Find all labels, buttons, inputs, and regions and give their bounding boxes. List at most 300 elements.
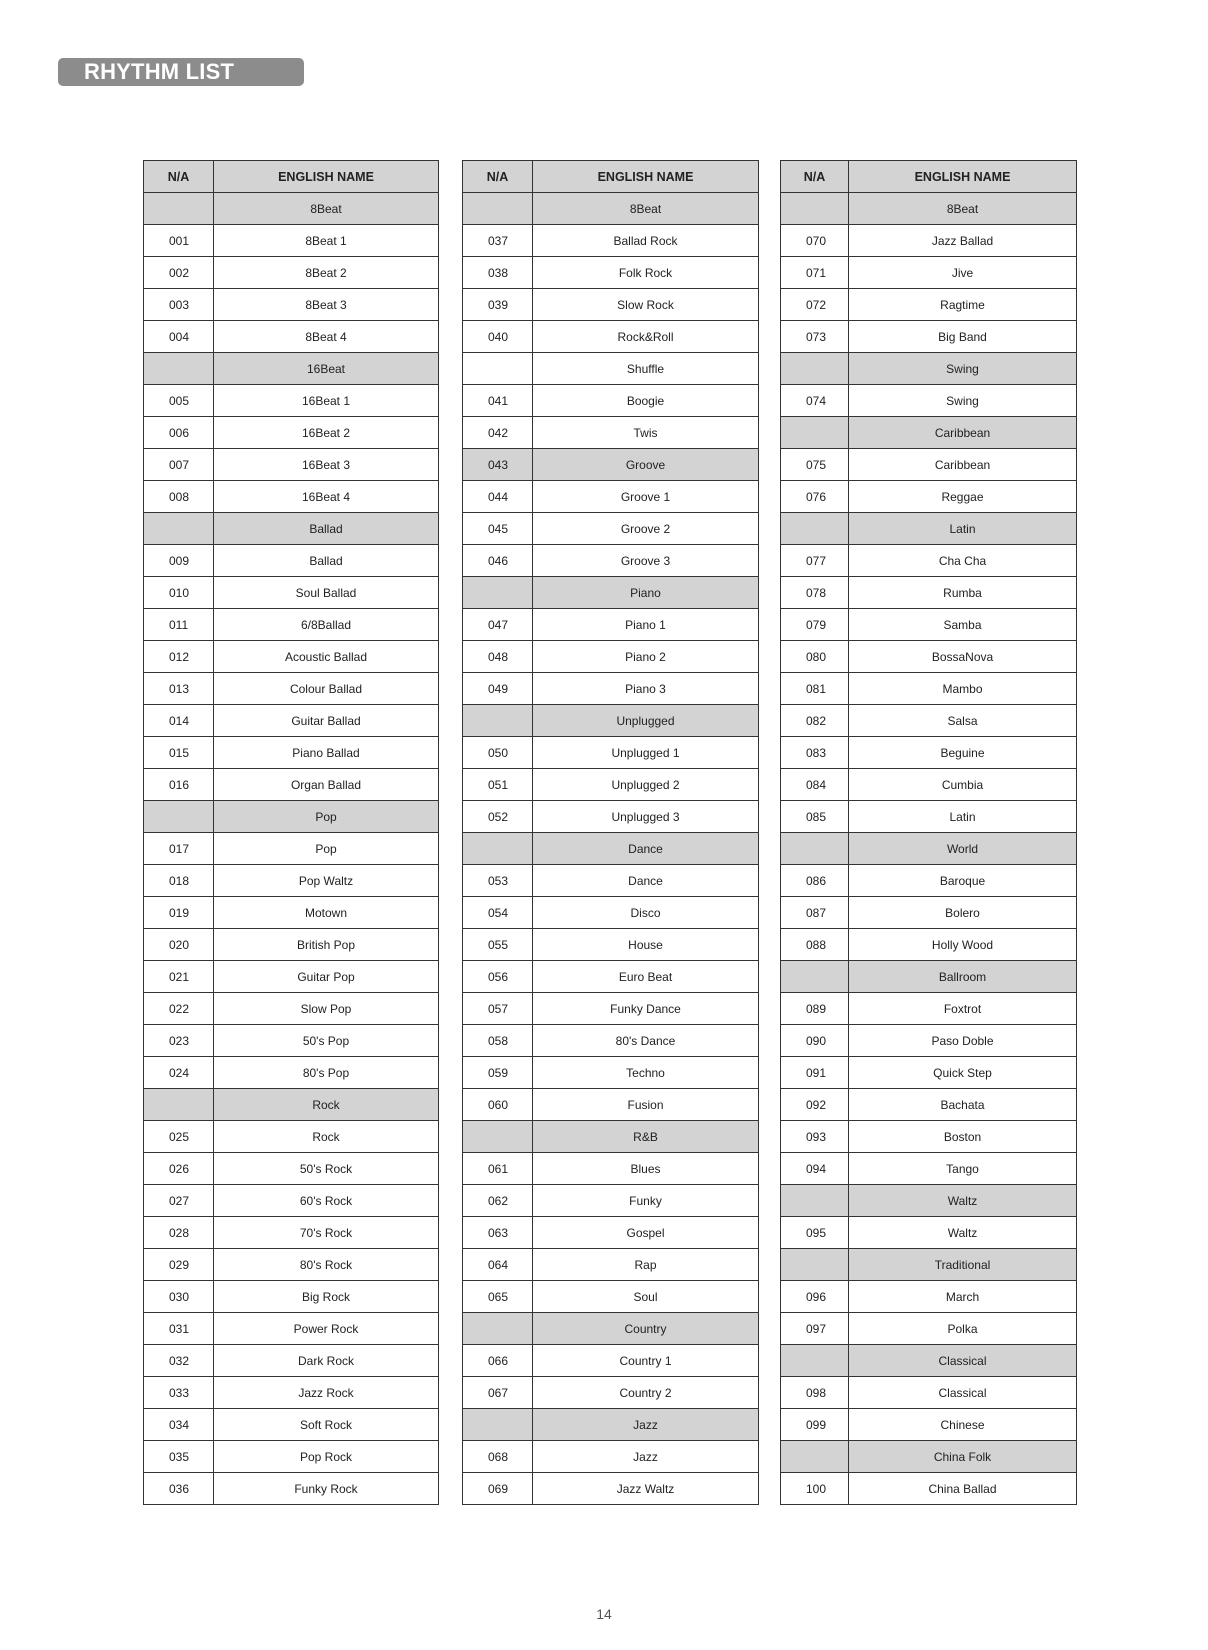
category-name: 8Beat: [533, 193, 759, 225]
category-row: [144, 353, 439, 385]
table-row: [144, 641, 439, 673]
table-row: [144, 1121, 439, 1153]
table-row: [144, 577, 439, 609]
table-row: [463, 1057, 759, 1089]
rhythm-number: 024: [144, 1057, 214, 1089]
category-row: [781, 1249, 1077, 1281]
rhythm-number: 065: [463, 1281, 533, 1313]
rhythm-name: Guitar Pop: [214, 961, 439, 993]
rhythm-number: 070: [781, 225, 849, 257]
rhythm-name: Ballad: [214, 545, 439, 577]
rhythm-name: Unplugged 1: [533, 737, 759, 769]
table-row: [463, 417, 759, 449]
rhythm-name: Beguine: [849, 737, 1077, 769]
rhythm-name: Foxtrot: [849, 993, 1077, 1025]
rhythm-number: [781, 1345, 849, 1377]
rhythm-number: 025: [144, 1121, 214, 1153]
rhythm-name: 50's Rock: [214, 1153, 439, 1185]
rhythm-number: 068: [463, 1441, 533, 1473]
rhythm-number: 060: [463, 1089, 533, 1121]
rhythm-name: Big Rock: [214, 1281, 439, 1313]
table-row: [463, 481, 759, 513]
rhythm-name: Funky Rock: [214, 1473, 439, 1505]
category-name: Piano: [533, 577, 759, 609]
rhythm-number: [144, 193, 214, 225]
rhythm-name: Power Rock: [214, 1313, 439, 1345]
rhythm-name: Jazz: [533, 1441, 759, 1473]
table-row: [781, 321, 1077, 353]
rhythm-name: 70's Rock: [214, 1217, 439, 1249]
category-row: [463, 833, 759, 865]
rhythm-number: [144, 513, 214, 545]
rhythm-number: 037: [463, 225, 533, 257]
rhythm-number: 039: [463, 289, 533, 321]
rhythm-name: Rap: [533, 1249, 759, 1281]
rhythm-name: Groove 3: [533, 545, 759, 577]
rhythm-name: Motown: [214, 897, 439, 929]
table-row: [781, 1153, 1077, 1185]
table-row: [463, 257, 759, 289]
rhythm-name: China Ballad: [849, 1473, 1077, 1505]
rhythm-number: 061: [463, 1153, 533, 1185]
table-row: [781, 289, 1077, 321]
category-name: 8Beat: [214, 193, 439, 225]
table-row: [781, 481, 1077, 513]
category-name: Classical: [849, 1345, 1077, 1377]
page-title: RHYTHM LIST: [58, 58, 304, 86]
rhythm-number: 016: [144, 769, 214, 801]
rhythm-name: Pop Rock: [214, 1441, 439, 1473]
table-row: [781, 1281, 1077, 1313]
table-row: [463, 513, 759, 545]
table-row: [144, 609, 439, 641]
table-row: [463, 1249, 759, 1281]
rhythm-name: 16Beat 3: [214, 449, 439, 481]
rhythm-number: 045: [463, 513, 533, 545]
rhythm-name: Fusion: [533, 1089, 759, 1121]
table-row: [463, 1473, 759, 1505]
table-row: [144, 385, 439, 417]
category-name: China Folk: [849, 1441, 1077, 1473]
rhythm-name: Swing: [849, 385, 1077, 417]
rhythm-number: 092: [781, 1089, 849, 1121]
table-row: [144, 449, 439, 481]
rhythm-number: [781, 1185, 849, 1217]
rhythm-name: 16Beat 2: [214, 417, 439, 449]
rhythm-name: Caribbean: [849, 449, 1077, 481]
rhythm-name: Rock&Roll: [533, 321, 759, 353]
rhythm-number: 091: [781, 1057, 849, 1089]
rhythm-number: 046: [463, 545, 533, 577]
table-row: [144, 257, 439, 289]
table-row: [144, 1153, 439, 1185]
rhythm-number: 004: [144, 321, 214, 353]
category-row: [781, 513, 1077, 545]
table-row: [781, 1313, 1077, 1345]
rhythm-number: 010: [144, 577, 214, 609]
rhythm-name: 8Beat 1: [214, 225, 439, 257]
table-row: [463, 289, 759, 321]
rhythm-name: Big Band: [849, 321, 1077, 353]
rhythm-number: 072: [781, 289, 849, 321]
rhythm-name: Soft Rock: [214, 1409, 439, 1441]
table-row: [144, 417, 439, 449]
rhythm-number: 079: [781, 609, 849, 641]
rhythm-number: 003: [144, 289, 214, 321]
rhythm-name: Piano 3: [533, 673, 759, 705]
rhythm-number: 005: [144, 385, 214, 417]
rhythm-number: 074: [781, 385, 849, 417]
rhythm-name: 8Beat 2: [214, 257, 439, 289]
category-row: [144, 513, 439, 545]
rhythm-number: 069: [463, 1473, 533, 1505]
table-row: [781, 1377, 1077, 1409]
category-name: Country: [533, 1313, 759, 1345]
table-row: [463, 1089, 759, 1121]
rhythm-name: Bolero: [849, 897, 1077, 929]
table-row: [144, 1057, 439, 1089]
rhythm-number: 021: [144, 961, 214, 993]
table-row: [781, 929, 1077, 961]
rhythm-number: 086: [781, 865, 849, 897]
rhythm-name: March: [849, 1281, 1077, 1313]
table-row: [463, 609, 759, 641]
rhythm-name: Country 1: [533, 1345, 759, 1377]
rhythm-number: 066: [463, 1345, 533, 1377]
rhythm-number: 096: [781, 1281, 849, 1313]
rhythm-number: 044: [463, 481, 533, 513]
table-header-row: [781, 161, 1077, 193]
rhythm-name: 16Beat 4: [214, 481, 439, 513]
category-row: [781, 833, 1077, 865]
table-row: [144, 1185, 439, 1217]
category-name: Rock: [214, 1089, 439, 1121]
category-name: Groove: [533, 449, 759, 481]
rhythm-number: 076: [781, 481, 849, 513]
table-row: [781, 1089, 1077, 1121]
rhythm-number: [463, 577, 533, 609]
rhythm-number: 097: [781, 1313, 849, 1345]
table-row: [144, 1473, 439, 1505]
table-row: [463, 1377, 759, 1409]
table-row: [463, 737, 759, 769]
table-row: [781, 737, 1077, 769]
rhythm-number: 023: [144, 1025, 214, 1057]
rhythm-name: Country 2: [533, 1377, 759, 1409]
rhythm-number: 002: [144, 257, 214, 289]
table-row: [781, 257, 1077, 289]
rhythm-number: 059: [463, 1057, 533, 1089]
rhythm-number: 082: [781, 705, 849, 737]
rhythm-name: Baroque: [849, 865, 1077, 897]
table-row: [781, 705, 1077, 737]
rhythm-name: Salsa: [849, 705, 1077, 737]
rhythm-name: Polka: [849, 1313, 1077, 1345]
category-row: [144, 193, 439, 225]
table-row: [144, 1281, 439, 1313]
rhythm-number: [781, 353, 849, 385]
table-row: [144, 897, 439, 929]
table-row: [463, 1025, 759, 1057]
rhythm-name: Soul Ballad: [214, 577, 439, 609]
table-row: [781, 1217, 1077, 1249]
rhythm-name: Ragtime: [849, 289, 1077, 321]
rhythm-name: Jazz Waltz: [533, 1473, 759, 1505]
rhythm-number: 080: [781, 641, 849, 673]
table-row: [144, 929, 439, 961]
rhythm-name: Classical: [849, 1377, 1077, 1409]
table-row: [463, 961, 759, 993]
table-row: [144, 1345, 439, 1377]
table-row: [144, 737, 439, 769]
category-row: [781, 1441, 1077, 1473]
category-name: Swing: [849, 353, 1077, 385]
header-num: N/A: [781, 161, 849, 193]
rhythm-name: Shuffle: [533, 353, 759, 385]
category-name: Latin: [849, 513, 1077, 545]
category-row: [463, 193, 759, 225]
category-row: [144, 801, 439, 833]
rhythm-name: Samba: [849, 609, 1077, 641]
rhythm-name: Piano 2: [533, 641, 759, 673]
rhythm-number: [144, 801, 214, 833]
rhythm-number: 073: [781, 321, 849, 353]
rhythm-number: 100: [781, 1473, 849, 1505]
rhythm-name: 8Beat 3: [214, 289, 439, 321]
rhythm-name: 8Beat 4: [214, 321, 439, 353]
rhythm-table-1: [143, 160, 439, 1505]
rhythm-number: 049: [463, 673, 533, 705]
rhythm-name: Dance: [533, 865, 759, 897]
rhythm-name: House: [533, 929, 759, 961]
rhythm-number: [463, 1409, 533, 1441]
table-row: [463, 673, 759, 705]
rhythm-number: 009: [144, 545, 214, 577]
rhythm-number: 038: [463, 257, 533, 289]
rhythm-name: Cha Cha: [849, 545, 1077, 577]
rhythm-number: 028: [144, 1217, 214, 1249]
rhythm-name: Piano 1: [533, 609, 759, 641]
table-row: [144, 993, 439, 1025]
rhythm-name: Groove 2: [533, 513, 759, 545]
category-name: Ballroom: [849, 961, 1077, 993]
table-row: [463, 929, 759, 961]
table-row: [463, 769, 759, 801]
table-row: [781, 897, 1077, 929]
rhythm-name: 60's Rock: [214, 1185, 439, 1217]
rhythm-name: Quick Step: [849, 1057, 1077, 1089]
rhythm-number: 022: [144, 993, 214, 1025]
rhythm-number: [144, 1089, 214, 1121]
category-name: Ballad: [214, 513, 439, 545]
table-row: [781, 577, 1077, 609]
table-row: [463, 1185, 759, 1217]
rhythm-name: Guitar Ballad: [214, 705, 439, 737]
rhythm-number: [781, 833, 849, 865]
table-row: [463, 1217, 759, 1249]
category-name: Jazz: [533, 1409, 759, 1441]
rhythm-table-3: [780, 160, 1077, 1505]
rhythm-number: 088: [781, 929, 849, 961]
category-name: Dance: [533, 833, 759, 865]
rhythm-name: Holly Wood: [849, 929, 1077, 961]
table-row: [781, 1409, 1077, 1441]
header-num: N/A: [144, 161, 214, 193]
table-row: [781, 1121, 1077, 1153]
table-row: [781, 673, 1077, 705]
header-english-name: ENGLISH NAME: [214, 161, 439, 193]
rhythm-number: 033: [144, 1377, 214, 1409]
rhythm-number: 017: [144, 833, 214, 865]
rhythm-number: 098: [781, 1377, 849, 1409]
rhythm-number: 032: [144, 1345, 214, 1377]
rhythm-table-2: [462, 160, 759, 1505]
rhythm-number: 012: [144, 641, 214, 673]
category-row: [463, 1409, 759, 1441]
rhythm-name: Slow Rock: [533, 289, 759, 321]
rhythm-number: 047: [463, 609, 533, 641]
category-row: [781, 193, 1077, 225]
table-row: [463, 353, 759, 385]
table-row: [463, 1281, 759, 1313]
rhythm-number: 062: [463, 1185, 533, 1217]
category-name: Traditional: [849, 1249, 1077, 1281]
rhythm-number: 063: [463, 1217, 533, 1249]
category-row: [463, 1313, 759, 1345]
rhythm-name: Reggae: [849, 481, 1077, 513]
table-row: [144, 961, 439, 993]
rhythm-number: 094: [781, 1153, 849, 1185]
category-row: [463, 449, 759, 481]
rhythm-name: Unplugged 3: [533, 801, 759, 833]
rhythm-number: 048: [463, 641, 533, 673]
table-row: [144, 225, 439, 257]
rhythm-number: 085: [781, 801, 849, 833]
rhythm-number: [781, 193, 849, 225]
table-row: [144, 1441, 439, 1473]
category-name: Unplugged: [533, 705, 759, 737]
rhythm-number: 015: [144, 737, 214, 769]
table-row: [144, 673, 439, 705]
rhythm-name: Pop Waltz: [214, 865, 439, 897]
rhythm-number: [781, 961, 849, 993]
rhythm-number: 013: [144, 673, 214, 705]
rhythm-number: 042: [463, 417, 533, 449]
rhythm-number: [463, 1121, 533, 1153]
category-row: [781, 1345, 1077, 1377]
table-row: [144, 289, 439, 321]
table-row: [781, 1057, 1077, 1089]
rhythm-number: 043: [463, 449, 533, 481]
category-row: [781, 1185, 1077, 1217]
table-row: [781, 609, 1077, 641]
rhythm-name: Funky: [533, 1185, 759, 1217]
rhythm-number: [781, 513, 849, 545]
rhythm-name: Jive: [849, 257, 1077, 289]
rhythm-number: 075: [781, 449, 849, 481]
rhythm-number: 041: [463, 385, 533, 417]
category-row: [463, 577, 759, 609]
table-row: [144, 865, 439, 897]
rhythm-name: 80's Rock: [214, 1249, 439, 1281]
rhythm-name: Bachata: [849, 1089, 1077, 1121]
rhythm-number: 095: [781, 1217, 849, 1249]
rhythm-number: 090: [781, 1025, 849, 1057]
rhythm-name: Tango: [849, 1153, 1077, 1185]
table-row: [781, 1473, 1077, 1505]
rhythm-number: 053: [463, 865, 533, 897]
rhythm-name: Mambo: [849, 673, 1077, 705]
rhythm-number: 040: [463, 321, 533, 353]
rhythm-name: Waltz: [849, 1217, 1077, 1249]
rhythm-name: Rumba: [849, 577, 1077, 609]
rhythm-name: Disco: [533, 897, 759, 929]
table-row: [781, 993, 1077, 1025]
rhythm-number: 029: [144, 1249, 214, 1281]
table-row: [463, 385, 759, 417]
table-row: [781, 385, 1077, 417]
rhythm-number: 031: [144, 1313, 214, 1345]
header-english-name: ENGLISH NAME: [849, 161, 1077, 193]
table-row: [781, 449, 1077, 481]
rhythm-number: 050: [463, 737, 533, 769]
rhythm-name: Dark Rock: [214, 1345, 439, 1377]
rhythm-number: 054: [463, 897, 533, 929]
rhythm-number: [463, 833, 533, 865]
rhythm-name: Chinese: [849, 1409, 1077, 1441]
rhythm-number: 089: [781, 993, 849, 1025]
category-row: [781, 417, 1077, 449]
rhythm-number: 020: [144, 929, 214, 961]
table-row: [144, 705, 439, 737]
table-row: [144, 769, 439, 801]
category-name: R&B: [533, 1121, 759, 1153]
rhythm-number: 099: [781, 1409, 849, 1441]
table-row: [781, 801, 1077, 833]
rhythm-number: 035: [144, 1441, 214, 1473]
rhythm-number: 006: [144, 417, 214, 449]
rhythm-number: 001: [144, 225, 214, 257]
rhythm-name: Pop: [214, 833, 439, 865]
rhythm-number: 093: [781, 1121, 849, 1153]
rhythm-number: 084: [781, 769, 849, 801]
category-row: [144, 1089, 439, 1121]
rhythm-number: 067: [463, 1377, 533, 1409]
rhythm-number: 014: [144, 705, 214, 737]
rhythm-number: [463, 193, 533, 225]
rhythm-number: 051: [463, 769, 533, 801]
rhythm-number: [781, 1249, 849, 1281]
table-row: [463, 545, 759, 577]
rhythm-number: 056: [463, 961, 533, 993]
rhythm-name: 6/8Ballad: [214, 609, 439, 641]
table-row: [144, 545, 439, 577]
table-row: [463, 897, 759, 929]
table-row: [781, 865, 1077, 897]
rhythm-name: 16Beat 1: [214, 385, 439, 417]
rhythm-name: Euro Beat: [533, 961, 759, 993]
table-row: [144, 1377, 439, 1409]
rhythm-number: 018: [144, 865, 214, 897]
rhythm-name: Groove 1: [533, 481, 759, 513]
category-name: 16Beat: [214, 353, 439, 385]
table-row: [781, 641, 1077, 673]
table-row: [463, 801, 759, 833]
category-name: 8Beat: [849, 193, 1077, 225]
rhythm-name: Piano Ballad: [214, 737, 439, 769]
rhythm-number: 078: [781, 577, 849, 609]
rhythm-name: Jazz Rock: [214, 1377, 439, 1409]
